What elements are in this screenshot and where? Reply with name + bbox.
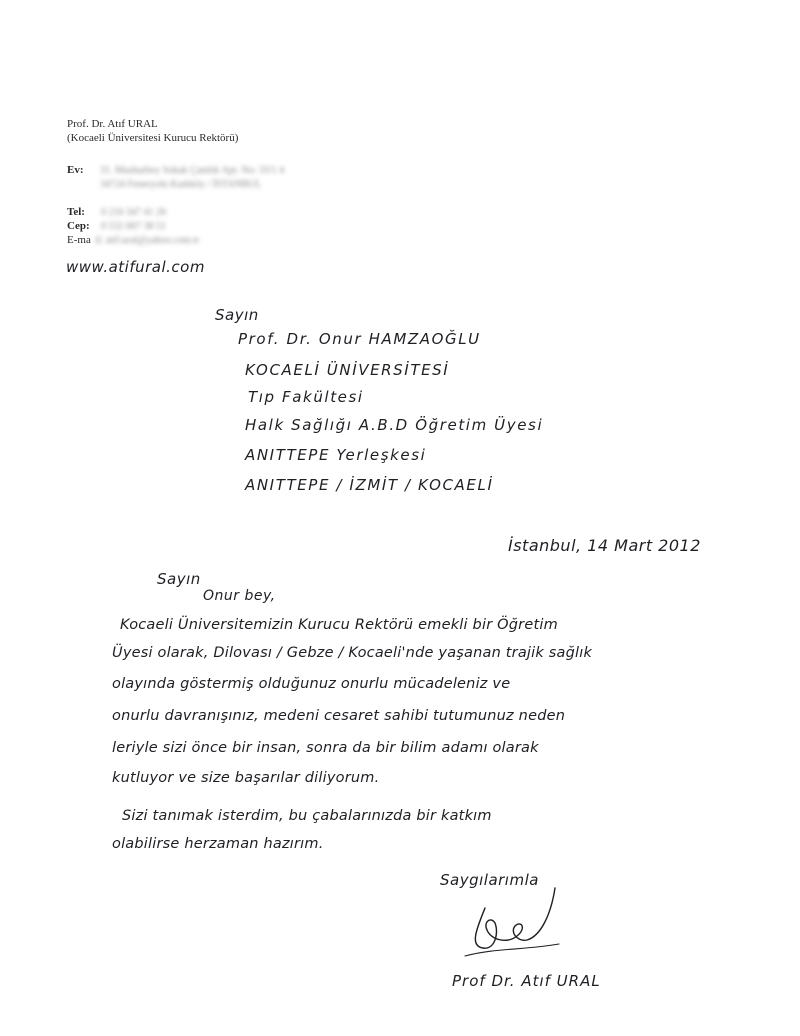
body-line-3: olayında göstermiş olduğunuz onurlu mücadeleniz ve — [112, 676, 511, 692]
home-address-line-1: 31. Mazharbey Sokak Çamlık Apt. No: 33/1 4 — [100, 165, 285, 176]
signer-name: Prof Dr. Atıf URAL — [452, 972, 601, 990]
body-line-5: leriyle sizi önce bir insan, sonra da bir bilim adamı olarak — [112, 740, 539, 756]
body-line-4: onurlu davranışınız, medeni cesaret sahibi tutumunuz neden — [112, 708, 566, 724]
recipient-salutation: Sayın — [215, 306, 259, 324]
body-line-2: Üyesi olarak, Dilovası / Gebze / Kocaeli'nde yaşanan trajik sağlık — [112, 645, 593, 661]
letterhead-institution: (Kocaeli Üniversitesi Kurucu Rektörü) — [67, 132, 239, 144]
greeting-salutation: Sayın — [157, 570, 201, 588]
recipient-line-3: Tıp Fakültesi — [248, 388, 364, 406]
date-line: İstanbul, 14 Mart 2012 — [508, 536, 701, 555]
greeting-name: Onur bey, — [203, 588, 276, 604]
recipient-line-1: Prof. Dr. Onur HAMZAOĞLU — [238, 330, 481, 348]
cep-value: 0 532 667 38 51 — [101, 221, 166, 232]
email-value: il: atif.ural@yahoo.com.tr — [95, 235, 200, 246]
home-address-line-2: 34724 Feneryolu Kadıköy / İSTANBUL — [100, 179, 262, 190]
recipient-line-5: ANITTEPE Yerleşkesi — [245, 446, 427, 464]
tel-value: 0 216 347 41 26 — [101, 207, 166, 218]
email-label: E-ma — [67, 234, 91, 246]
body-line-7: Sizi tanımak isterdim, bu çabalarınızda bir katkım — [122, 808, 492, 824]
website: www.atifural.com — [66, 258, 205, 276]
tel-label: Tel: — [67, 206, 85, 218]
body-line-6: kutluyor ve size başarılar diliyorum. — [112, 770, 380, 786]
recipient-line-4: Halk Sağlığı A.B.D Öğretim Üyesi — [245, 416, 544, 434]
recipient-line-6: ANITTEPE / İZMİT / KOCAELİ — [245, 476, 494, 494]
closing: Saygılarımla — [440, 871, 539, 889]
letterhead-name: Prof. Dr. Atıf URAL — [67, 118, 158, 130]
home-label: Ev: — [67, 164, 84, 176]
body-line-8: olabilirse herzaman hazırım. — [112, 836, 324, 852]
signature-mark — [455, 878, 565, 958]
cep-label: Cep: — [67, 220, 90, 232]
body-line-1: Kocaeli Üniversitemizin Kurucu Rektörü emekli bir Öğretim — [120, 617, 558, 633]
recipient-line-2: KOCAELİ ÜNİVERSİTESİ — [245, 361, 450, 379]
